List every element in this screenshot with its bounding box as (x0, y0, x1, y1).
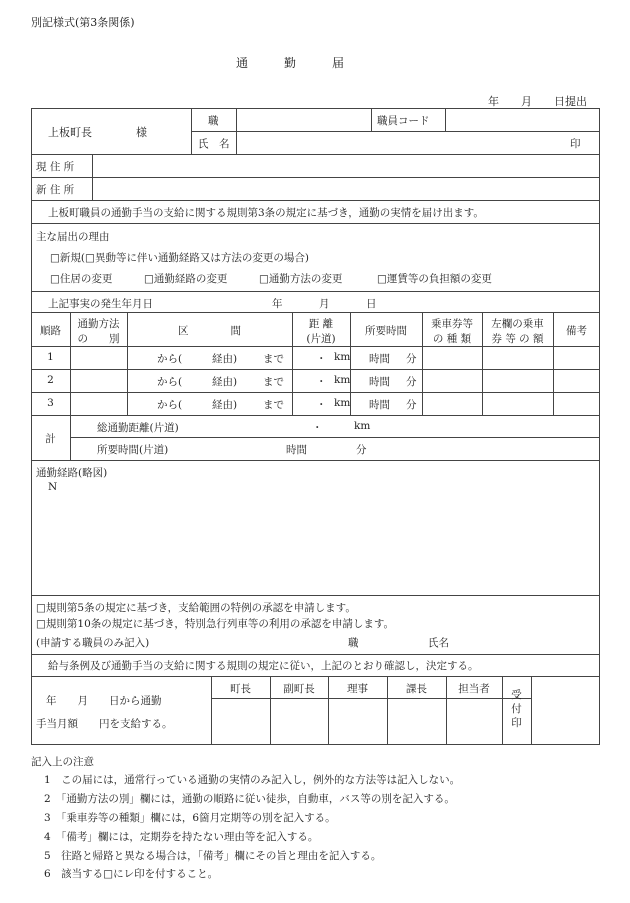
recipient: 上板町長 様 (48, 126, 147, 139)
stamp-director: 理事 (347, 683, 368, 695)
name-label: 氏 名 (198, 138, 230, 150)
seal-mark: 印 (570, 138, 581, 150)
note-item: 1 この届には，通常行っている通勤の実情のみ記入し，例外的な方法等は記入しない。 (44, 774, 461, 786)
note-item: 6 該当する□にレ印を付すること。 (44, 868, 219, 880)
col-distance: 距 離 (308, 318, 334, 330)
note-item: 3 「乗車券等の種類」欄には，6箇月定期等の別を記入する。 (44, 812, 336, 824)
occurrence-year: 年 (272, 298, 283, 310)
col-time: 所要時間 (365, 325, 407, 337)
reason-route[interactable]: □通勤経路の変更 (144, 273, 228, 285)
row-minutes: 分 (406, 353, 417, 365)
submission-date: 年 月 日提出 (488, 95, 587, 108)
row-hours: 時間 (369, 376, 390, 388)
note-item: 5 往路と帰路と異なる場合は，「備考」欄にその旨と理由を記入する。 (44, 850, 382, 862)
col-pass-type-2: の 種 類 (432, 333, 472, 345)
applicant-post: 職 (348, 637, 359, 649)
row-to: まで (263, 399, 284, 411)
form-label: 別記様式(第3条関係) (31, 16, 135, 29)
approval-date-line: 年 月 日から通勤 (46, 695, 162, 707)
occurrence-day: 日 (366, 298, 377, 310)
receipt-char-1: 受 (511, 689, 522, 701)
row-km: km (334, 397, 351, 409)
col-no: 順路 (40, 325, 61, 337)
col-pass-type: 乗車券等 (431, 318, 473, 330)
post-label: 職 (208, 115, 219, 127)
reason-residence[interactable]: □住居の変更 (50, 273, 113, 285)
applicant-name: 氏名 (428, 637, 449, 649)
form-title: 通 勤 届 (236, 56, 345, 70)
reason-method[interactable]: □通勤方法の変更 (259, 273, 343, 285)
occurrence-label: 上記事実の発生年月日 (48, 298, 153, 310)
row-no: 3 (47, 397, 54, 409)
receipt-char-2: 付 (511, 703, 522, 715)
col-amount-2: 券 等 の 額 (491, 333, 544, 345)
row-from: から( (157, 399, 183, 411)
row-minutes: 分 (406, 376, 417, 388)
row-dot: ・ (316, 353, 327, 365)
col-distance-2: (片道) (306, 333, 336, 345)
reason-heading: 主な届出の理由 (36, 231, 110, 243)
total-label: 計 (45, 433, 56, 445)
row-via: 経由) (212, 376, 238, 388)
stamp-section-chief: 課長 (406, 683, 427, 695)
route-map-label: 通勤経路(略図) (36, 467, 108, 479)
declaration: 上板町職員の通勤手当の支給に関する規則第3条の規定に基づき，通勤の実情を届け出ます。 (48, 207, 484, 219)
row-no: 1 (47, 351, 54, 363)
receipt-stamp (502, 688, 531, 730)
north-marker: N (48, 481, 58, 493)
col-section: 区 間 (178, 325, 241, 337)
row-to: まで (263, 376, 284, 388)
staff-code-label: 職員コード (377, 115, 430, 127)
col-remarks: 備考 (566, 325, 587, 337)
total-distance-dot: ・ (312, 422, 323, 434)
note-item: 2 「通勤方法の別」欄には，通勤の順路に従い徒歩，自動車，バス等の別を記入する。 (44, 793, 455, 805)
row-dot: ・ (316, 376, 327, 388)
current-address-label: 現 住 所 (36, 161, 75, 173)
stamp-deputy-mayor: 副町長 (283, 683, 315, 695)
total-time-label: 所要時間(片道) (97, 444, 169, 456)
new-address-label: 新 住 所 (36, 184, 75, 196)
application-special-range[interactable]: □規則第5条の規定に基づき，支給範囲の特例の承認を申請します。 (36, 602, 356, 614)
row-to: まで (263, 353, 284, 365)
col-method-2: の 別 (77, 333, 120, 345)
row-hours: 時間 (369, 399, 390, 411)
application-express-train[interactable]: □規則第10条の規定に基づき，特別急行列車等の利用の承認を申請します。 (36, 618, 395, 630)
total-distance-label: 総通勤距離(片道) (97, 422, 179, 434)
applicant-note: (申請する職員のみ記入) (36, 637, 150, 649)
row-minutes: 分 (406, 399, 417, 411)
row-km: km (334, 351, 351, 363)
total-distance-unit: km (354, 420, 371, 432)
row-via: 経由) (212, 399, 238, 411)
reason-fare[interactable]: □運賃等の負担額の変更 (377, 273, 492, 285)
total-time-hours: 時間 (286, 444, 307, 456)
approval-amount-line: 手当月額 円を支給する。 (36, 718, 173, 730)
col-amount: 左欄の乗車 (491, 318, 544, 330)
row-dot: ・ (316, 399, 327, 411)
receipt-char-3: 印 (511, 717, 522, 729)
row-from: から( (157, 376, 183, 388)
notes-heading: 記入上の注意 (31, 756, 94, 768)
row-hours: 時間 (369, 353, 390, 365)
stamp-staff: 担当者 (458, 683, 490, 695)
occurrence-month: 月 (319, 298, 330, 310)
reason-new[interactable]: □新規(□異動等に伴い通勤経路又は方法の変更の場合) (50, 252, 310, 264)
row-no: 2 (47, 374, 54, 386)
col-method: 通勤方法 (77, 318, 120, 330)
row-km: km (334, 374, 351, 386)
approval-statement: 給与条例及び通勤手当の支給に関する規則の規定に従い，上記のとおり確認し，決定する。 (48, 660, 479, 672)
note-item: 4 「備考」欄には，定期券を持たない理由等を記入する。 (44, 831, 319, 843)
row-via: 経由) (212, 353, 238, 365)
row-from: から( (157, 353, 183, 365)
stamp-mayor: 町長 (230, 683, 251, 695)
total-time-minutes: 分 (356, 444, 367, 456)
